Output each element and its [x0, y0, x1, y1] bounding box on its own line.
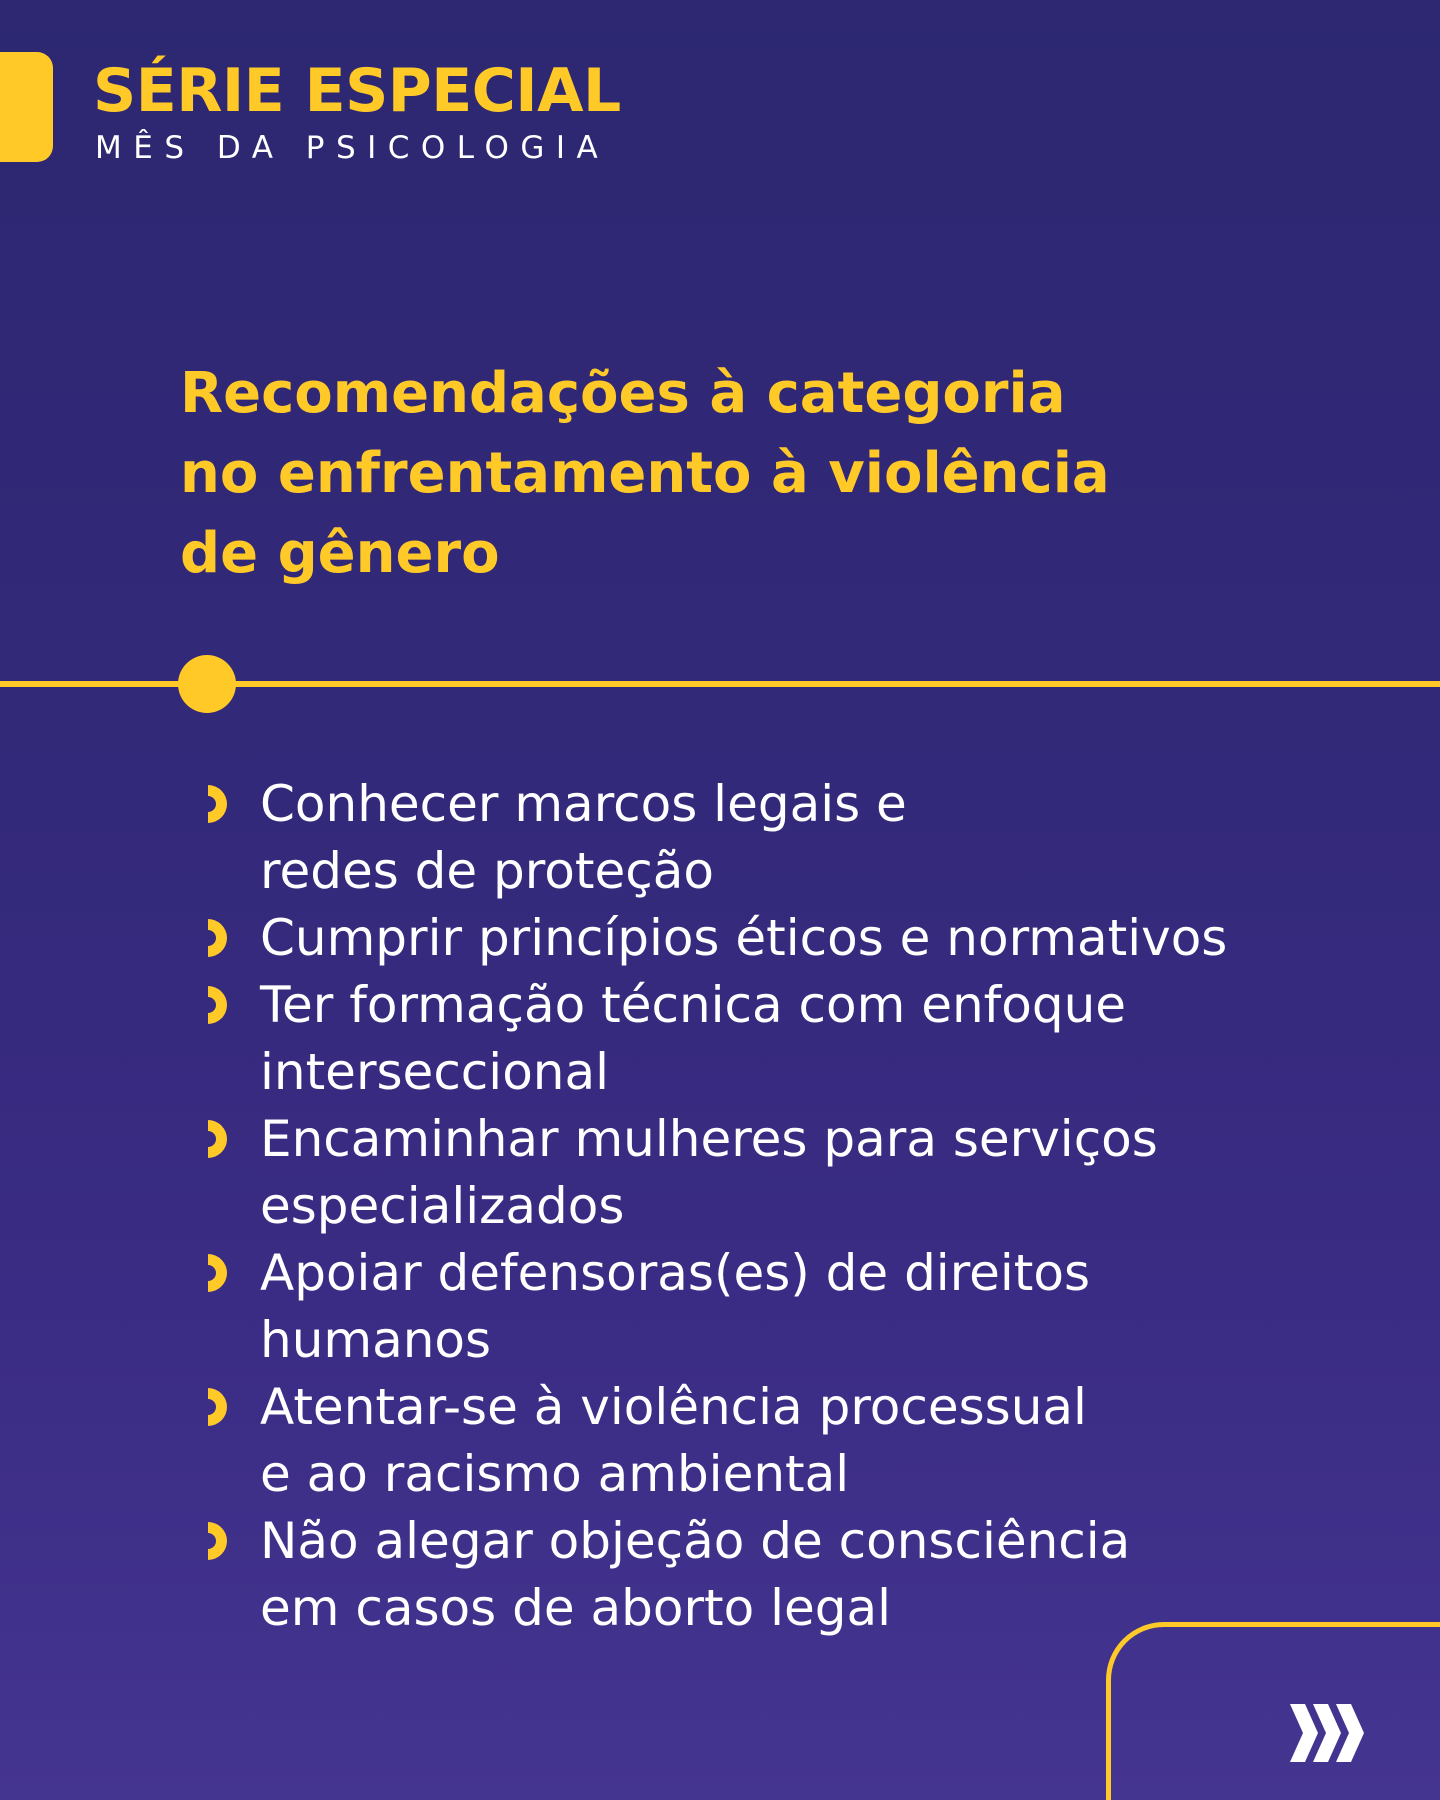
- list-item-text: Conhecer marcos legais e redes de proteção: [260, 775, 907, 900]
- half-circle-bullet-icon: [208, 1120, 230, 1158]
- list-item-text: Apoiar defensoras(es) de direitos humanos: [260, 1244, 1091, 1369]
- list-item-text: Não alegar objeção de consciência em casos de aborto legal: [260, 1512, 1131, 1637]
- series-title: SÉRIE ESPECIAL: [93, 56, 621, 126]
- divider-dot: [178, 655, 236, 713]
- list-item-text: Ter formação técnica com enfoque interseccional: [260, 976, 1127, 1101]
- corner-tab-accent: [0, 52, 53, 162]
- list-item-text: Cumprir princípios éticos e normativos: [260, 909, 1228, 967]
- half-circle-bullet-icon: [208, 1522, 230, 1560]
- headline: [180, 354, 1330, 594]
- triple-chevron-right-icon[interactable]: [1288, 1704, 1370, 1762]
- half-circle-bullet-icon: [208, 919, 230, 957]
- half-circle-bullet-icon: [208, 986, 230, 1024]
- half-circle-bullet-icon: [208, 1388, 230, 1426]
- headline-text: Recomendações à categoria no enfrentamento à violência de gênero: [180, 361, 1110, 586]
- next-frame: [1106, 1622, 1440, 1800]
- list-item-text: Atentar-se à violência processual e ao racismo ambiental: [260, 1378, 1087, 1503]
- half-circle-bullet-icon: [208, 785, 230, 823]
- half-circle-bullet-icon: [208, 1254, 230, 1292]
- series-subtitle: MÊS DA PSICOLOGIA: [95, 130, 610, 166]
- list-item-text: Encaminhar mulheres para serviços especializados: [260, 1110, 1158, 1235]
